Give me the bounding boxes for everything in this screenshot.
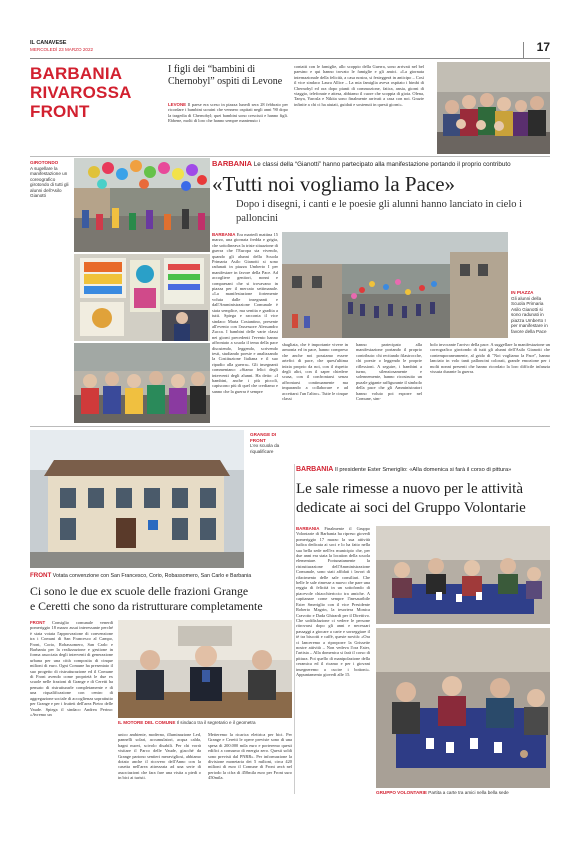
masthead-rule xyxy=(30,58,550,59)
front-col1 xyxy=(30,620,113,788)
pace-drawings-photo xyxy=(74,254,210,341)
pace-kicker xyxy=(212,160,550,170)
levone-photo xyxy=(437,62,550,154)
levone-col1-text: Il paese era sceso in piazza lunedì sera 28 febbraio per ricordare i bambini ucraini che vennero ospitati negli anni '90 dopo la tragedia di Chernobyl; quei bambini sono cresciuti e hanno figli. Ebbene, molti di loro che hanno sempre mantenuto i xyxy=(168,102,288,124)
girotondo-label: GIROTONDO xyxy=(30,160,59,165)
volontarie-col1 xyxy=(296,526,370,788)
volontarie-photo-bottom xyxy=(376,628,550,788)
front-council-image xyxy=(118,620,292,718)
front-kicker xyxy=(30,572,292,581)
levone-col1 xyxy=(168,102,288,152)
pace-square-image xyxy=(282,232,508,338)
front-headline xyxy=(30,584,292,614)
volontarie-photo-bottom-image xyxy=(376,628,550,788)
column-divider xyxy=(294,464,295,794)
page-number: 17 xyxy=(536,40,550,54)
pace-kids-photo xyxy=(74,343,210,423)
section-title-block xyxy=(30,64,162,146)
pace-square-photo xyxy=(282,232,508,338)
front-kicker-place: FRONT xyxy=(30,572,52,579)
pace-col1 xyxy=(212,232,278,424)
volontarie-kicker-place: BARBANIA xyxy=(296,466,334,473)
pace-piazza-text: Gli alunni della Scuola Primaria Asilo Gianotti si sono radunati in piazza Umberto I per manifestare in favore della Pace xyxy=(511,295,548,334)
pace-col1-text: Era martedì mattina 15 marzo, una giornata fredda e grigia, che sottolineava la triste situazione di guerra che l'Europa sta vivendo, quando gli alunni della Scuola Primaria Asilo Gianotti si sono radunati in piazza Umberto I per manifestare in favore della Pace. Ad accogliere genitori, nonni e compaesani che si trovavano in piazza per il mercato settimanale. «La manifestazione fortemente voluta dalle insegnanti e dall'Amministrazione Comunale è stata semplice, ma sentita e gradita a tutti. Spiega e racconta il vice sindaco Marta Costantino, presente all'evento con l'assessore Alessandro Zucca. I bambini delle varie classi nei giorni precedenti l'evento hanno affrontato a scuola il tema della pace discutendo, leggendo, scrivendo testi, studiando poesie e analizzando la Costituzione Italiana e il suo ripudio alla guerra». Gli insegnanti commentano: «Siamo felici degli interventi degli alunni. Ha detto: «I bambini, anche i più piccoli, capiscono più di quel che crediamo e sanno che la guerra è sempre xyxy=(212,232,278,394)
front-council-photo xyxy=(118,620,292,718)
front-kicker-text: Votata convenzione con San Francesco, Corio, Robassomero, San Carlo e Barbania xyxy=(52,573,252,579)
levone-headline: I figli dei “bambini di Chernobyl” ospiti di Levone xyxy=(168,64,283,87)
front-col3: Metteremo la ricarica elettrica per bici. Per Grange e Ceretti le opere previste sono di una spesa di 200.000 mila euro e porteremo questi edifici a consumo di energia zero. Questi soldi sono previsti dal PNRR». Per informazione la divisione monetaria dei 5 milioni, circa 420 milioni di euro il Comune di Front avrà nel periodo la cifra di 450mila euro per Front suro 450mila. xyxy=(208,732,292,781)
divider xyxy=(30,426,550,427)
volontarie-kicker-text: Il presidente Ester Smeriglio: «Alla domenica si farà il corso di pittura» xyxy=(334,467,512,473)
volontarie-photo-top xyxy=(376,526,550,624)
levone-article xyxy=(168,64,432,152)
front-dateline: FRONT xyxy=(30,620,46,625)
levone-photo-image xyxy=(437,62,550,154)
front-col1-text: Consiglio comunale venerdì pomeriggio 18 marzo assai interessante perché è stata votata l'approvazione di convenzione tra i Comuni di San Francesco al Campo, Front, Corio, Robassomero, San Carlo e Barbania per la realizzazione e gestione in forma associata degli interventi di generazione urbana per una città composita di cinque milioni di euro. Ogni Comune ha presentato il suo progetto di ristrutturazione ed il Comune di Front avendo come proprietà le due ex scuole nelle frazioni di Grange e di Ceretti ha pensato di ristrutturarle completamente e di una riqualificazione con centro di aggregazione sociale di accoglienza soprattutto per Grange e per i frutteti dell'area Pietro delle Vaude. Spiega il sindaco Andrea Perino: «Avremo un xyxy=(30,620,113,717)
pace-piazza-caption xyxy=(511,290,551,350)
grange-text: L'ex scuola da riqualificare xyxy=(250,443,280,454)
pace-kicker-place: BARBANIA xyxy=(212,160,252,168)
divider xyxy=(30,156,550,157)
pace-col2: sbagliata, che è importante vivere in armonia ed in pace, hanno compreso che anche noi possiamo essere artefici di pace, che quest'ultima inizia proprio da noi, con il rispetto degli altri, con il saper chiedere scusa, con il confrontarsi senza affrontarsi continuamente ma imparando a collaborare e ad accettarsi l'un l'altro». Tutte le cinque classi xyxy=(282,342,348,402)
issue-date: MERCOLEDÌ 23 MARZO 2022 xyxy=(30,47,94,52)
pace-kids-image xyxy=(74,343,210,423)
front-photo-caption xyxy=(118,720,292,728)
paper-name: IL CANAVESE xyxy=(30,40,67,46)
pace-dateline: BARBANIA xyxy=(212,232,236,237)
grange-school-photo xyxy=(30,430,244,568)
pace-headline: «Tutti noi vogliamo la Pace» xyxy=(212,172,456,196)
pace-col4: bolo invocante l'arrivo della pace. A suggellare la manifestazione un coreografico girotondo di tutti gli alunni dell'Asilo Gianotti che contemporaneamente, al grido di "Noi vogliamo la Pace", hanno lanciato in volo tanti palloncini colorati, grande emozione per i molti nonni presenti che hanno ricordato la loro difficile infanzia vissuta durante la guerra. xyxy=(430,342,550,375)
section-title-line: RIVAROSSA xyxy=(30,83,132,102)
pace-deck: Dopo i disegni, i canti e le poesie gli alunni hanno lanciato in cielo i palloncini xyxy=(236,199,523,224)
masthead xyxy=(30,40,550,60)
front-col2: unico ambiente, moderno, illuminazione Led, pannelli solari, accumulatori, acqua calda, bagni nuovi, scivolo disabili. Per chi vorrà visitare il Parco delle Vaude, giacché da Grange partono sentieri meravigliosi, abbiamo dotato anche il ricovero dell'Anno con la casetta nell'area attrezzata ad una serie di associazioni che fara fare una visita a piedi o in bici ai turisti. xyxy=(118,732,201,781)
section-title-line: BARBANIA xyxy=(30,64,123,83)
volontarie-photo-caption xyxy=(376,790,550,798)
levone-dateline: LEVONE xyxy=(168,102,187,107)
girotondo-caption xyxy=(30,160,70,210)
volontarie-kicker xyxy=(296,466,550,476)
front-caption-text: Il sindaco tra il segretario e il geometra xyxy=(176,720,256,725)
front-headline-line: e Ceretti che sono da ristrutturare completamente xyxy=(30,599,263,613)
grange-caption xyxy=(250,432,292,472)
girotondo-photo-image xyxy=(74,158,210,252)
volontarie-headline-line: Le sale rimesse a nuovo per le attività xyxy=(296,481,523,497)
front-caption-label: IL MOTORE DEL COMUNE xyxy=(118,720,176,725)
levone-col2: contatti con le famiglie, allo scoppio della Guerra, sono arrivati nel bel paesino e qui hanno trovato le famiglie e gli amici. «La giornata internazionale della felicità, a casa nostra, si festeggerà in anticipo – Così il vice sindaco Laura Allice – La mia famiglia aveva ospitato i bimbi di Chernobyl ed ora dopo pianti di commozione, fatica, ansia, giorni di viaggio, telefonate e attesa, abbiamo il cuore che scoppia di gioia. Olena, Tanya, Yarosla e Nikita sono finalmente arrivati a casa con noi. Grazie infinite a chi ci ha aiutati, guidati e sostenuti in questi giorni». xyxy=(294,64,424,107)
girotondo-text: A sugellare la manifestazione un coreografico girotondo di tutti gli alunni dell'Asilo Gianotti xyxy=(30,165,69,198)
girotondo-photo xyxy=(74,158,210,252)
front-headline-line: Ci sono le due ex scuole delle frazioni Grange xyxy=(30,584,249,598)
volontarie-caption-label: GRUPPO VOLONTARIE xyxy=(376,790,427,795)
section-title-line: FRONT xyxy=(30,102,90,121)
grange-school-image xyxy=(30,430,244,568)
page-number-rule xyxy=(523,42,524,58)
grange-label: GRANGE DI FRONT xyxy=(250,432,277,443)
volontarie-caption-text: Partita a carte tra amici nella bella sede xyxy=(428,790,509,795)
pace-col3: hanno partecipato alla manifestazione portando il proprio contributo: chi recitando filastrocche, chi poesie o leggendo le proprie riflessioni. A seguire, i bambini a turno, silenziosamente e solennemente, hanno ricostruito un puzzle gigante raffigurante il simbolo della pace che gli Amministratori hanno voluto poi esporre nel Comune, sim- xyxy=(356,342,422,402)
pace-drawings-image xyxy=(74,254,210,341)
volontarie-dateline: BARBANIA xyxy=(296,526,320,531)
volontarie-photo-top-image xyxy=(376,526,550,624)
volontarie-col1-text: Finalmente il Gruppo Volontarie di Barbania ha ripreso giovedì pomeriggio 17 marzo la sua attività ludica dedicata ai soci e lo ha fatto nella sua bella sede nell'ex municipio che, per due anni era stata la location della scuola elementare. Fortunatamente la ristrutturazione dell'Amministrazione Comunale, sono stati affidati i lavori di rifacimento delle sale consiliari. Che belle le sale rimesse a nuovo che pare una reggia di felicità in un sottofondo di piacevole chiacchiericcio tra amiche. A capitanare come sempre l'inesauribile Ester Smeriglio con il vice Presidente Roberto Magrin, la tesoriera Monica Cravotto e Dada Ghirardi per il Direttivo. Che soddisfazione ci vedere le persone ritrovarsi dopo gli anni e necessari passaggi a giocare a carte e sorseggiare il tè tra biscotti e caffè, queste novità: «Ora ci lanceremo a riproporre la Grissette nostre attività – Non vedeva l'ora Ester, l'artista – Alla domenica si farà il corso di pittura. Poi quello di manipolazione della ceramica ed il ricamo e per i giovani insegneremo a cucire i bottoni». Appuntamento giovedì alle 15. xyxy=(296,526,370,677)
pace-piazza-label: IN PIAZZA xyxy=(511,290,534,295)
pace-kicker-text: Le classi della “Gianotti” hanno partecipato alla manifestazione portando il proprio contributo xyxy=(253,161,511,168)
volontarie-headline xyxy=(296,480,550,518)
volontarie-headline-line: dedicate ai soci del Gruppo Volontarie xyxy=(296,500,526,516)
